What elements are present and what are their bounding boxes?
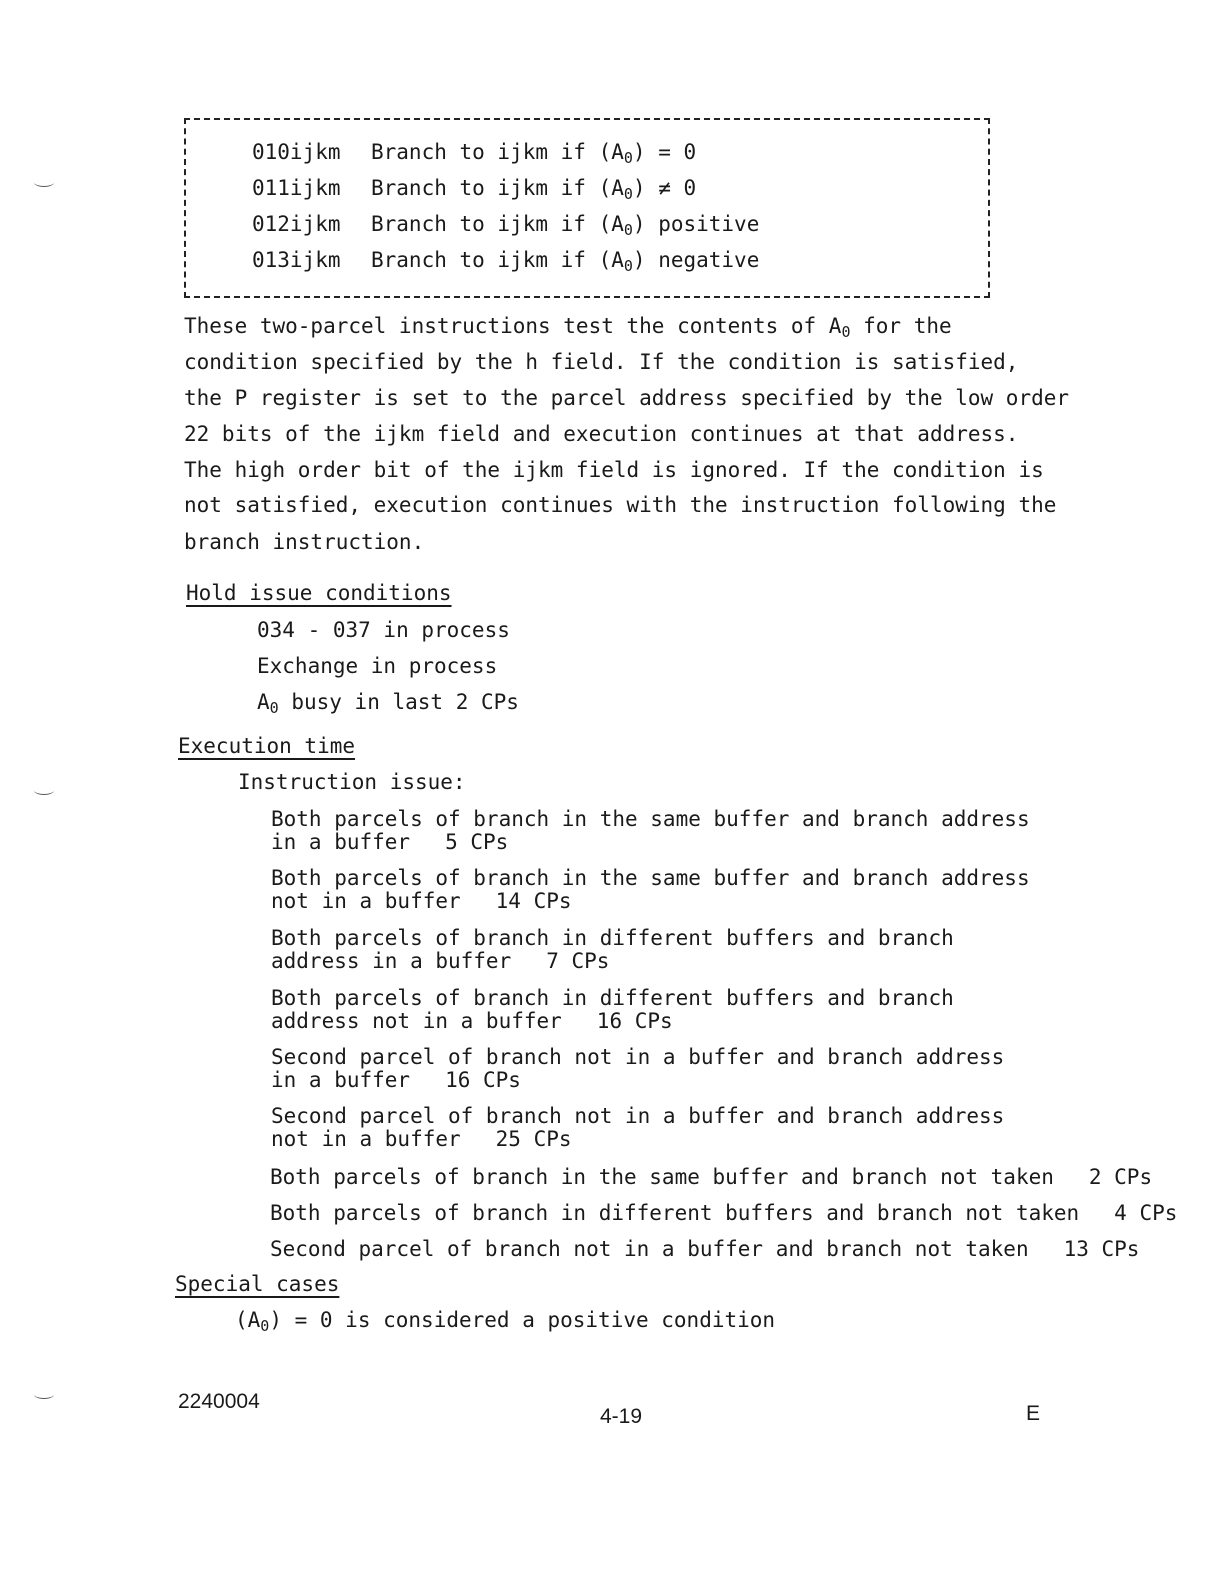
hold-issue-heading: Hold issue conditions	[186, 581, 452, 605]
description-line: condition specified by the h field. If the condition is satisfied,	[184, 350, 1019, 374]
revision-letter: E	[1026, 1402, 1041, 1425]
timing-value: 7 CPs	[546, 949, 610, 973]
instruction-desc: Branch to ijkm if $(A_0) = 0$	[371, 140, 697, 167]
timing-value: 5 CPs	[445, 830, 509, 854]
description-line: not satisfied, execution continues with the instruction following the	[184, 493, 1057, 517]
timing-value: 13 CPs	[1063, 1237, 1140, 1261]
margin-mark-2	[34, 786, 54, 795]
instruction-desc: Branch to ijkm if $(A_0)$ positive	[371, 212, 760, 239]
timing-value: 25 CPs	[495, 1127, 572, 1151]
timing-value: 14 CPs	[495, 889, 572, 913]
timing-item-single: Second parcel of branch not in a buffer and branch not taken 13 CPs	[270, 1237, 1140, 1261]
timing-item: Both parcels of branch in the same buffer and branch address in a buffer 5 CPs	[271, 807, 1030, 854]
timing-item: Second parcel of branch not in a buffer and branch address in a buffer 16 CPs	[271, 1045, 1005, 1092]
timing-item: Both parcels of branch in the same buffer and branch address not in a buffer 14 CPs	[271, 866, 1030, 913]
instruction-row	[252, 176, 696, 203]
instruction-issue-subheading: Instruction issue:	[238, 770, 466, 794]
instruction-row	[252, 140, 696, 167]
special-case-item: $(A_0) = 0$ is considered a positive condition	[235, 1308, 776, 1335]
page-number: 4-19	[600, 1405, 643, 1428]
description-line: 22 bits of the ijkm field and execution continues at that address.	[184, 422, 1019, 446]
description-line: the P register is set to the parcel address specified by the low order	[184, 386, 1070, 410]
hold-issue-item: 034 - 037 in process	[257, 618, 510, 642]
instruction-row	[252, 248, 759, 275]
special-cases-heading: Special cases	[175, 1272, 340, 1296]
hold-issue-item: Exchange in process	[257, 654, 498, 678]
timing-item-single: Both parcels of branch in the same buffer and branch not taken 2 CPs	[270, 1165, 1153, 1189]
timing-item-single: Both parcels of branch in different buffers and branch not taken 4 CPs	[270, 1201, 1178, 1225]
opcode: 010ijkm	[252, 140, 341, 164]
doc-number: 2240004	[178, 1390, 260, 1413]
timing-value: 4 CPs	[1114, 1201, 1178, 1225]
description-line: The high order bit of the ijkm field is ignored. If the condition is	[184, 458, 1044, 482]
hold-issue-item: $A_0$ busy in last 2 CPs	[257, 690, 519, 717]
execution-time-heading: Execution time	[178, 734, 356, 758]
opcode: 012ijkm	[252, 212, 341, 236]
margin-mark-1	[34, 178, 54, 187]
description-line: These two-parcel instructions test the contents of $A_0$ for the	[184, 314, 952, 341]
timing-item: Both parcels of branch in different buffers and branch address in a buffer 7 CPs	[271, 926, 954, 973]
description-line: branch instruction.	[184, 530, 425, 554]
timing-value: 2 CPs	[1088, 1165, 1153, 1189]
timing-item: Both parcels of branch in different buffers and branch address not in a buffer 16 CPs	[271, 986, 954, 1033]
instruction-desc: Branch to ijkm if $(A_0)$ negative	[371, 248, 760, 275]
instruction-box	[184, 118, 990, 298]
timing-item: Second parcel of branch not in a buffer and branch address not in a buffer 25 CPs	[271, 1104, 1005, 1151]
timing-value: 16 CPs	[596, 1009, 673, 1033]
instruction-desc: Branch to ijkm if $(A_0) \ne 0$	[371, 176, 697, 203]
margin-mark-3	[34, 1390, 54, 1399]
opcode: 013ijkm	[252, 248, 341, 272]
timing-value: 16 CPs	[445, 1068, 521, 1092]
instruction-row	[252, 212, 759, 239]
opcode: 011ijkm	[252, 176, 341, 200]
